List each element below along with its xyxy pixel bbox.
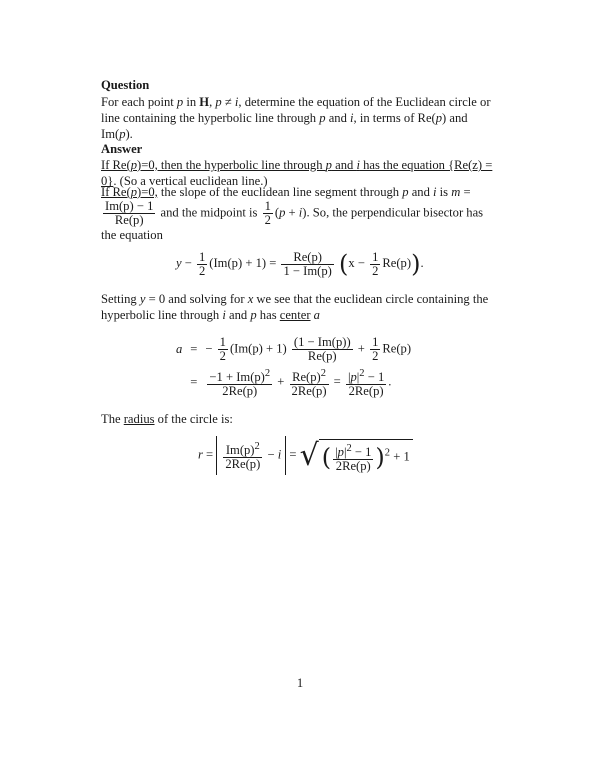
center-equation: a = − $\frac{1}{2}$ (Im(p) + 1) $\frac{(1 - Im(p))}{Re(p)}$ + $\frac{1}{2}$ Re(p) = $\frac{-1 + Im(p)^2}{2Re(p)}$ + $\frac{Re(p)^2}{2Re(p)}$ = $\frac{|p|^2 - 1}{2Re(p)}$ . (176, 335, 412, 399)
answer-paragraph-1: If Re(p)=0, then the hyperbolic line through p and i has the equation {Re(z) = 0}. (So a vertical euclidean line.) (101, 158, 493, 189)
answer-paragraph-2: If Re(p)=0, the slope of the euclidean line segment through p and i is m = $\frac{Im(p) - 1}{Re(p)}$ and the midpoint is $\frac{1}{2}$ (p + i). So, the perpendicular bisector has the equation (101, 185, 484, 243)
answer-paragraph-4: The radius of the circle is: (101, 412, 233, 426)
radius-equation: r = $\frac{Im(p)^2}{2Re(p)}$ − i = √ ( $\frac{|p|^2 - 1}{2Re(p)}$ )$^2$ + 1 (198, 436, 413, 475)
answer-heading: Answer (101, 142, 143, 156)
question-text: For each point p in H, p ≠ i, determine the equation of the Euclidean circle or line containing the hyperbolic line through p and i, in terms of Re(p) and Im(p). (101, 95, 491, 142)
page-number: 1 (296, 676, 304, 690)
answer-paragraph-3: Setting y = 0 and solving for x we see that the euclidean circle containing the hyperbolic line through i and p has center a (101, 292, 489, 323)
question-heading: Question (101, 78, 150, 92)
bisector-equation: y − $\frac{1}{2}$ (Im(p) + 1) = $\frac{Re(p)}{1 - Im(p)}$ (x − $\frac{1}{2}$ Re(p)). (176, 249, 424, 278)
